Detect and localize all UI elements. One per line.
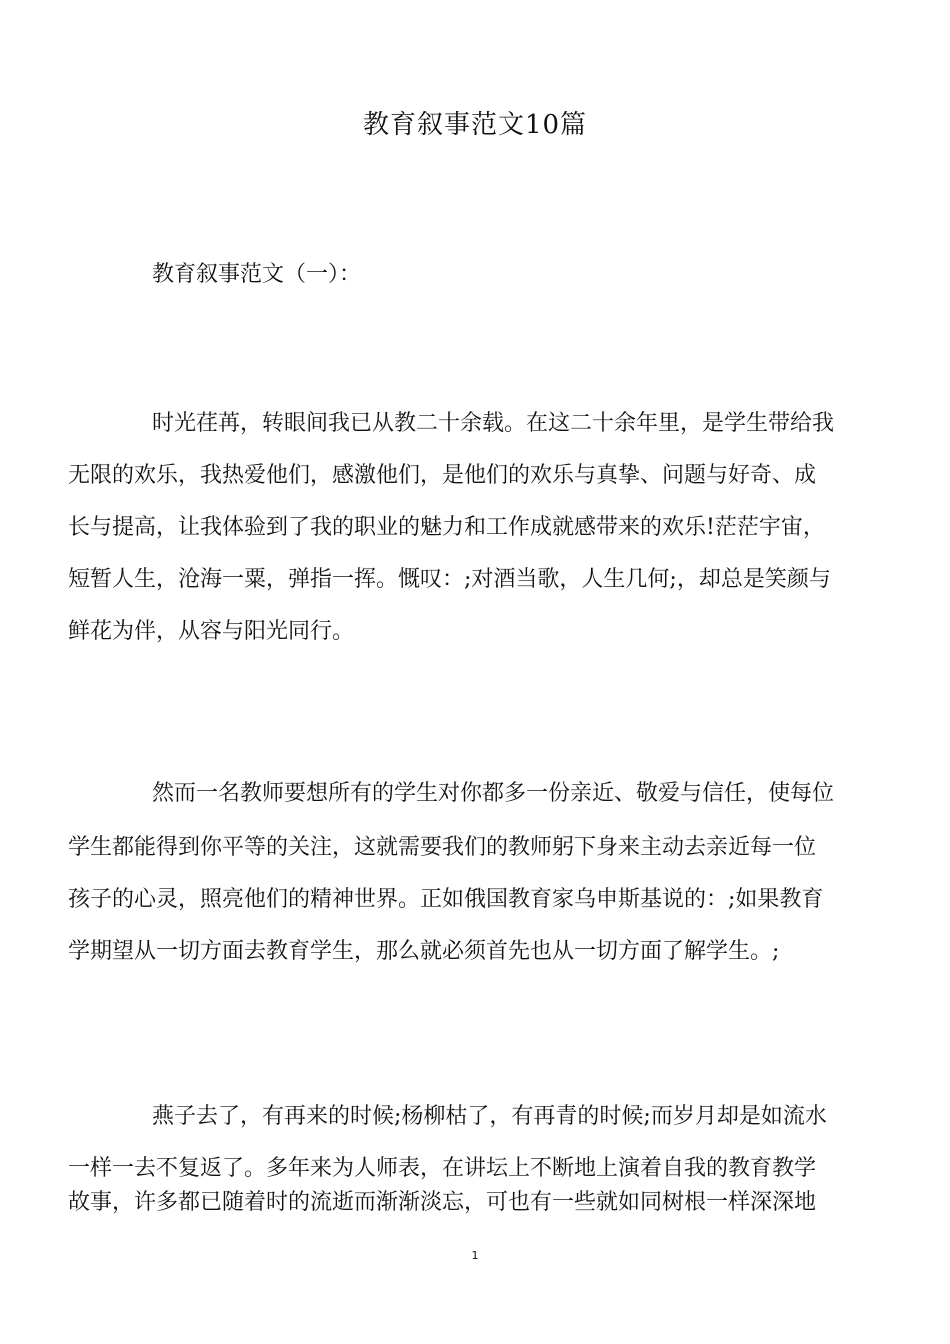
paragraph-line: 时光荏苒，转眼间我已从教二十余载。在这二十余年里，是学生带给我 — [152, 411, 835, 436]
paragraph-line: 短暂人生，沧海一粟，弹指一挥。慨叹：;对酒当歌，人生几何;，却总是笑颜与 — [68, 567, 831, 592]
paragraph-line: 故事，许多都已随着时的流逝而渐渐淡忘，可也有一些就如同树根一样深深地 — [68, 1190, 817, 1215]
paragraph-line: 孩子的心灵，照亮他们的精神世界。正如俄国教育家乌申斯基说的：;如果教育 — [68, 887, 824, 912]
paragraph-line: 燕子去了，有再来的时候;杨柳枯了，有再青的时候;而岁月却是如流水 — [152, 1104, 827, 1129]
section-heading: 教育叙事范文（一）： — [152, 262, 362, 287]
paragraph-line: 学期望从一切方面去教育学生，那么就必须首先也从一切方面了解学生。; — [68, 939, 780, 964]
paragraph-line: 鲜花为伴，从容与阳光同行。 — [68, 619, 355, 644]
paragraph-line: 学生都能得到你平等的关注，这就需要我们的教师躬下身来主动去亲近每一位 — [68, 835, 817, 860]
paragraph-line: 无限的欢乐，我热爱他们，感激他们，是他们的欢乐与真挚、问题与好奇、成 — [68, 463, 817, 488]
paragraph-line: 长与提高，让我体验到了我的职业的魅力和工作成就感带来的欢乐!茫茫宇宙， — [68, 515, 825, 540]
paragraph-line: 一样一去不复返了。多年来为人师表，在讲坛上不断地上演着自我的教育教学 — [68, 1156, 817, 1181]
paragraph-3 — [68, 1101, 888, 1218]
paragraph-1 — [68, 408, 888, 647]
paragraph-2 — [68, 778, 888, 967]
paragraph-line: 然而一名教师要想所有的学生对你都多一份亲近、敬爱与信任，使每位 — [152, 781, 835, 806]
document-title: 教育叙事范文10篇 — [362, 110, 588, 140]
page-number: 1 — [471, 1249, 479, 1262]
